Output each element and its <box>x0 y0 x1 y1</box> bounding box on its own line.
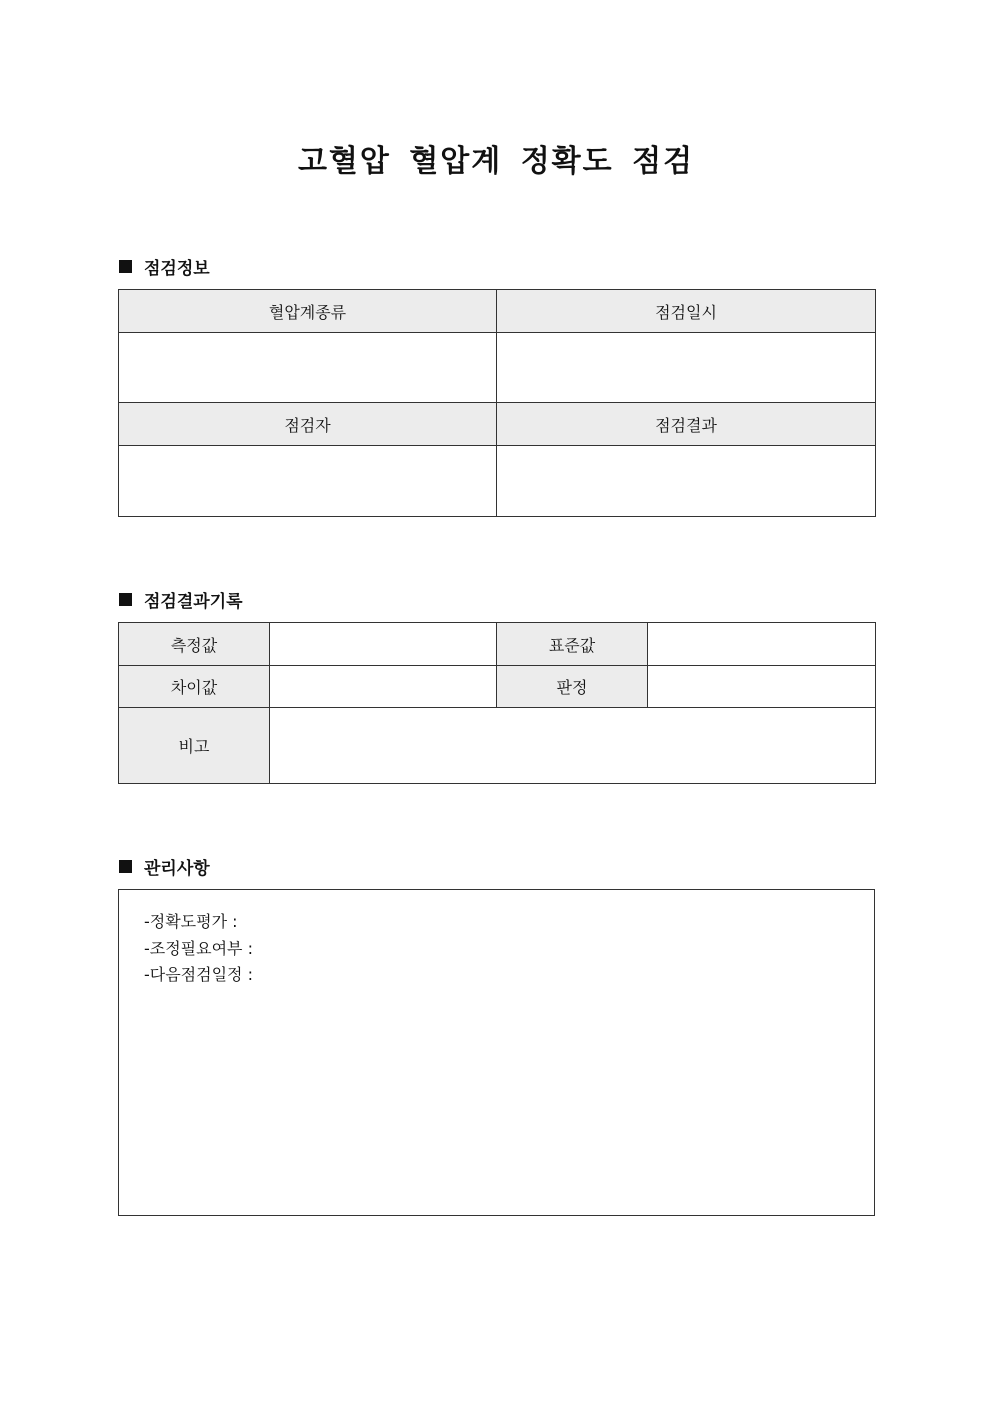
section-heading-management <box>119 854 210 879</box>
type-label: 혈압계종류 <box>119 290 497 333</box>
square-bullet-icon <box>119 260 132 273</box>
judgement-field[interactable] <box>648 666 876 708</box>
accuracy-evaluation-line: -정확도평가 : <box>144 912 238 931</box>
difference-field[interactable] <box>270 666 497 708</box>
page-title: 고혈압 혈압계 정확도 점검 <box>297 144 695 179</box>
remarks-field[interactable] <box>270 708 876 784</box>
remarks-label: 비고 <box>119 708 270 784</box>
type-field[interactable] <box>119 333 497 403</box>
adjustment-needed-line: -조정필요여부 : <box>144 938 253 958</box>
judgement-label: 판정 <box>497 666 648 708</box>
difference-label: 차이값 <box>119 666 270 708</box>
info-table <box>118 289 876 517</box>
section-heading-record-text: 점검결과기록 <box>144 592 243 612</box>
date-label: 점검일시 <box>497 290 876 333</box>
square-bullet-icon <box>119 860 132 873</box>
measured-label: 측정값 <box>119 623 270 666</box>
date-field[interactable] <box>497 333 876 403</box>
inspector-label: 점검자 <box>119 403 497 446</box>
standard-label: 표준값 <box>497 623 648 666</box>
management-notes-box[interactable] <box>118 889 875 1216</box>
section-heading-info-text: 점검정보 <box>144 259 210 279</box>
standard-field[interactable] <box>648 623 876 666</box>
section-heading-info <box>119 254 210 279</box>
square-bullet-icon <box>119 593 132 606</box>
section-heading-record <box>119 587 243 612</box>
section-heading-management-text: 관리사항 <box>144 859 210 879</box>
next-inspection-line: -다음점검일정 : <box>144 965 253 984</box>
result-field[interactable] <box>497 446 876 517</box>
inspector-field[interactable] <box>119 446 497 517</box>
record-table <box>118 622 876 784</box>
result-label: 점검결과 <box>497 403 876 446</box>
measured-field[interactable] <box>270 623 497 666</box>
management-notes <box>144 909 253 989</box>
